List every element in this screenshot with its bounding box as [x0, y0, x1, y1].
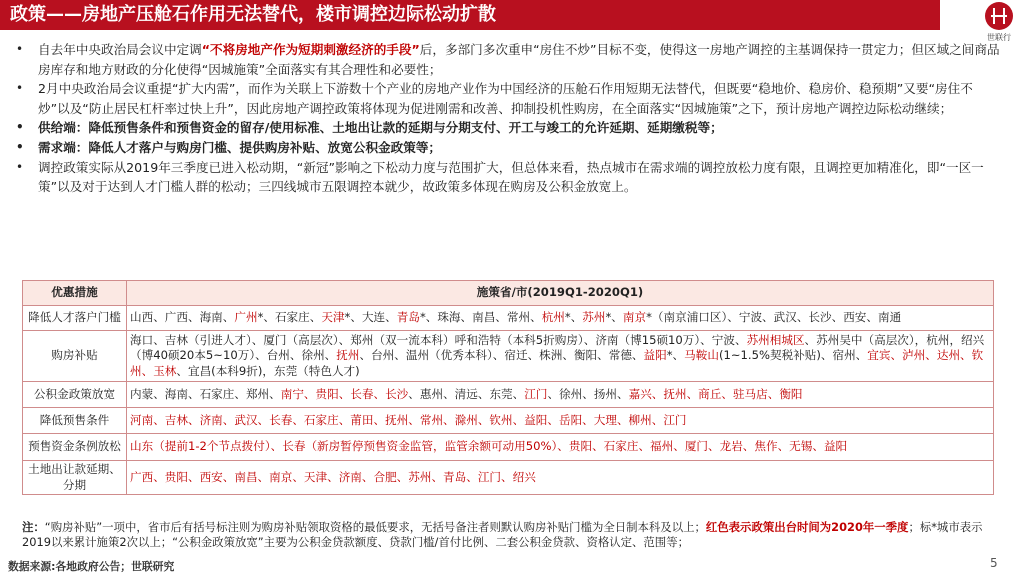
bullet-item: [12, 79, 1002, 118]
row-cities: [127, 382, 994, 408]
bullet-text: 需求端：降低人才落户与购房门槛、提供购房补贴、放宽公积金政策等；: [38, 139, 441, 155]
bullet-text: 自去年中央政治局会议中定调: [38, 42, 202, 57]
footnote: [22, 520, 997, 550]
city-segment: 山西、广西、海南、: [130, 310, 235, 325]
row-category: 购房补贴: [23, 331, 127, 382]
note-text: ；标*城市表示2019以来累计施策2次以上；“公积金政策放宽”主要为公积金贷款额度、贷款门槛/首付比例、二套公积金贷款、资格认定、范围等；: [22, 520, 983, 549]
city-segment: 内蒙、海南、石家庄、郑州、: [130, 386, 281, 401]
city-segment: (1~1.5%契税补贴)、宿州、: [718, 348, 868, 363]
row-cities: [127, 306, 994, 331]
city-segment: 、宜昌(本科9折)，东莞（特色人才): [176, 363, 360, 378]
table-row: [23, 382, 994, 408]
bullet-list: [12, 40, 1002, 197]
city-segment-red: 广州: [234, 310, 258, 325]
bullet-item: [12, 40, 1002, 79]
table-header: 施策省/市(2019Q1-2020Q1): [127, 281, 994, 306]
row-cities: [127, 408, 994, 434]
bullet-item: [12, 158, 1002, 197]
city-segment: *、珠海、南昌、常州、: [419, 310, 542, 325]
city-segment-red: 苏州相城区: [746, 332, 805, 347]
table-row: [23, 461, 994, 495]
data-source: 数据来源:各地政府公告；世联研究: [8, 560, 175, 573]
city-segment-red: 南宁、贵阳、长春、长沙: [280, 386, 409, 401]
city-segment: *、: [605, 310, 623, 325]
bullet-text: 调控政策实际从2019年三季度已进入松动期，“新冠”影响之下松动力度与范围扩大，但总体来看，热点城市在需求端的调控放松力度有限，且调控更加精准化，即“一区一策”以及对于达到人才门槛人群的松动；三四线城市五限调控本就少，故政策多体现在购房及公积金放宽上。: [38, 159, 984, 195]
note-text: “购房补贴”一项中，省市后有括号标注则为购房补贴领取资格的最低要求，无括号备注者则默认购房补贴门槛为全日制本科及以上；: [44, 520, 706, 534]
bullet-item-supply: [12, 118, 1002, 138]
bullet-text: 供给端：降低预售条件和预售资金的留存/使用标准、土地出让款的延期与分期支付、开工与竣工的允许延期、延期缴税等；: [38, 120, 723, 136]
city-segment: 、徐州、扬州、: [547, 386, 629, 401]
city-segment: 、惠州、清远、东莞、: [408, 386, 525, 401]
city-segment-red: 青岛: [396, 310, 420, 325]
city-segment-red: 嘉兴、抚州、商丘、驻马店、衡阳: [628, 386, 803, 401]
page-number: 5: [990, 556, 998, 570]
city-segment: 、苏州吴中（高层次），杭州，绍兴（博40硕20本5~10万）、台州、徐州、: [130, 332, 985, 363]
city-segment: 海口、吉林（引进人才）、厦门（高层次）、郑州（双一流本科）呼和浩特（本科5折购房）、济南（博15硕10万）、宁波、: [130, 332, 747, 347]
table-row: [23, 408, 994, 434]
row-cities: [127, 461, 994, 495]
table-row: [23, 434, 994, 461]
table-header: 优惠措施: [23, 281, 127, 306]
bullet-item-demand: [12, 138, 1002, 158]
city-segment-red: 河南、吉林、济南、武汉、长春、石家庄、莆田、抚州、常州、滁州、钦州、益阳、岳阳、大理、柳州、江门: [130, 412, 687, 427]
city-segment-red: 苏州: [582, 310, 606, 325]
city-segment-red: 山东（提前1-2个节点拨付）、长春（新房暂停预售资金监管，监管余额可动用50%）、贵阳、石家庄、福州、厦门、龙岩、焦作、无锡、益阳: [130, 439, 848, 454]
city-segment: *、: [564, 310, 583, 325]
table-row: [23, 331, 994, 382]
row-category: 预售资金条例放松: [23, 434, 127, 461]
city-segment: *、石家庄、: [257, 310, 322, 325]
bullet-highlight: “不将房地产作为短期刺激经济的手段”: [201, 42, 420, 57]
bullet-text: 2月中央政治局会议重提“扩大内需”，而作为关联上下游数十个产业的房地产业作为中国经济的压舱石作用短期无法替代，但既要“稳地价、稳房价、稳预期”又要“房住不炒”以及“防止居民杠杆率过快上升”，因此房地产调控政策将体现为促进刚需和改善、抑制投机性购房，在全面落实“因城施策”之下，预计房地产调控边际松动继续；: [38, 81, 973, 116]
shilian-logo-icon: [985, 2, 1013, 30]
note-red-text: 红色表示政策出台时间为2020年一季度: [705, 520, 909, 534]
city-segment-red: 南京: [622, 310, 647, 325]
bullet-text: 后，多部门多次重申“房住不炒”目标不变，使得这一房地产调控的主基调保持一贯定力；但区域之间商品房库存和地方财政的分化使得“因城施策”全面落实有其合理性和必要性；: [38, 42, 1000, 77]
city-segment-red: 天津: [321, 310, 345, 325]
policy-table: [22, 280, 994, 495]
city-segment-red: 杭州: [541, 310, 565, 325]
row-cities: [127, 434, 994, 461]
city-segment-red: 宜宾、泸州、达州、钦州、玉林: [130, 348, 984, 378]
city-segment-red: 马鞍山: [684, 348, 719, 363]
city-segment-red: 益阳: [643, 348, 667, 363]
city-segment: *（南京浦口区）、宁波、武汉、长沙、西安、南通: [646, 310, 902, 325]
city-segment: 、台州、温州（优秀本科）、宿迁、株洲、衡阳、常德、: [359, 348, 644, 363]
row-category: 降低人才落户门槛: [23, 306, 127, 331]
row-category: 土地出让款延期、分期: [23, 461, 127, 495]
city-segment: *、大连、: [344, 310, 397, 325]
city-segment-red: 广西、贵阳、西安、南昌、南京、天津、济南、合肥、苏州、青岛、江门、绍兴: [130, 469, 536, 484]
page-title: 政策——房地产压舱石作用无法替代，楼市调控边际松动扩散: [0, 0, 940, 30]
city-segment-red: 抚州: [336, 348, 360, 363]
row-category: 降低预售条件: [23, 408, 127, 434]
logo-text: 世联行: [987, 33, 1011, 42]
city-segment-red: 江门: [524, 386, 548, 401]
city-segment: *、: [666, 348, 685, 363]
row-cities: [127, 331, 994, 382]
row-category: 公积金政策放宽: [23, 382, 127, 408]
table-row: [23, 306, 994, 331]
note-label: 注：: [22, 520, 45, 534]
